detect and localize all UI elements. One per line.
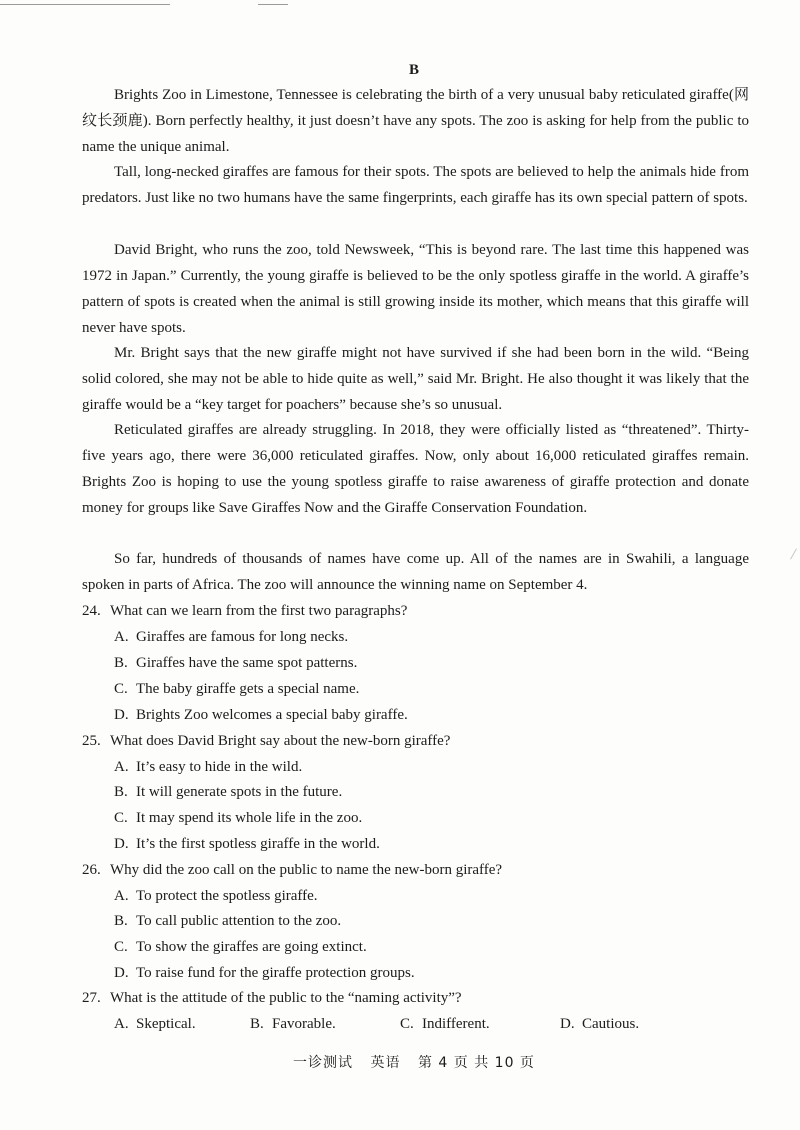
- option-letter: D.: [114, 836, 129, 852]
- option-24-c[interactable]: [114, 679, 734, 699]
- page-footer: [0, 1052, 800, 1072]
- question-25: [82, 731, 749, 751]
- question-26: [82, 860, 749, 880]
- footer-exam-name: 一诊测试: [293, 1055, 354, 1071]
- option-text: Skeptical.: [136, 1016, 196, 1032]
- option-24-a[interactable]: [114, 627, 734, 647]
- footer-page-number: 第 4 页 共 10 页: [417, 1055, 535, 1071]
- option-letter: B.: [114, 913, 128, 929]
- option-26-b[interactable]: [114, 911, 734, 931]
- question-number: 25.: [82, 733, 101, 749]
- option-25-a[interactable]: [114, 757, 734, 777]
- option-letter: C.: [114, 939, 128, 955]
- option-letter: D.: [114, 707, 129, 723]
- passage-paragraph-1: Brights Zoo in Limestone, Tennessee is celebrating the birth of a very unusual baby reticulated giraffe(网纹长颈鹿). Born perfectly healthy, it just doesn’t have any spots. The zoo is asking for help from the public to name the unique animal.: [82, 87, 749, 155]
- option-letter: D.: [560, 1016, 575, 1032]
- option-text: To call public attention to the zoo.: [136, 913, 342, 929]
- question-24: [82, 601, 749, 621]
- option-letter: C.: [114, 681, 128, 697]
- question-number: 27.: [82, 990, 101, 1006]
- option-text: To raise fund for the giraffe protection groups.: [136, 965, 415, 981]
- question-number: 26.: [82, 862, 101, 878]
- option-27-b[interactable]: [250, 1014, 336, 1034]
- option-25-b[interactable]: [114, 782, 734, 802]
- question-27: [82, 988, 749, 1008]
- section-title: B: [408, 62, 419, 78]
- option-text: It may spend its whole life in the zoo.: [136, 810, 363, 826]
- option-letter: A.: [114, 888, 129, 904]
- option-text: The baby giraffe gets a special name.: [136, 681, 360, 697]
- passage-paragraph-5: Reticulated giraffes are already struggling. In 2018, they were officially listed as “threatened”. Thirty-five years ago, there were 36,000 reticulated giraffes. Now, only about 16,000 reticulated giraffes remain. Brights Zoo is hoping to use the young spotless giraffe to raise awareness of giraffe protection and donate money for groups like Save Giraffes Now and the Giraffe Conservation Foundation.: [82, 422, 749, 516]
- question-text: What does David Bright say about the new-born giraffe?: [110, 733, 451, 749]
- option-letter: D.: [114, 965, 129, 981]
- option-27-a[interactable]: [114, 1014, 196, 1034]
- option-25-d[interactable]: [114, 834, 734, 854]
- question-text: Why did the zoo call on the public to name the new-born giraffe?: [110, 862, 503, 878]
- option-text: Giraffes are famous for long necks.: [136, 629, 349, 645]
- scan-speck: [790, 549, 797, 560]
- option-26-a[interactable]: [114, 886, 734, 906]
- passage-paragraph-4: Mr. Bright says that the new giraffe might not have survived if she had been born in the wild. “Being solid colored, she may not be able to hide quite as well,” said Mr. Bright. He also thought it was likely that the giraffe would be a “key target for poachers” because she’s so unusual.: [82, 345, 749, 413]
- passage-paragraph-3: David Bright, who runs the zoo, told Newsweek, “This is beyond rare. The last time this happened was 1972 in Japan.” Currently, the young giraffe is believed to be the only spotless giraffe in the world. A giraffe’s pattern of spots is created when the animal is still growing inside its mother, which means that this giraffe will never have spots.: [82, 242, 749, 336]
- option-letter: B.: [114, 784, 128, 800]
- option-text: Cautious.: [582, 1016, 640, 1032]
- option-text: Giraffes have the same spot patterns.: [136, 655, 358, 671]
- option-24-b[interactable]: [114, 653, 734, 673]
- option-text: To show the giraffes are going extinct.: [136, 939, 367, 955]
- option-letter: A.: [114, 759, 129, 775]
- option-27-c[interactable]: [400, 1014, 490, 1034]
- option-letter: C.: [114, 810, 128, 826]
- scan-edge-line: [258, 4, 288, 5]
- option-letter: B.: [250, 1016, 264, 1032]
- option-26-c[interactable]: [114, 937, 734, 957]
- option-27-d[interactable]: [560, 1014, 639, 1034]
- option-text: Favorable.: [272, 1016, 336, 1032]
- option-letter: A.: [114, 629, 129, 645]
- option-text: To protect the spotless giraffe.: [136, 888, 318, 904]
- option-text: Indifferent.: [422, 1016, 490, 1032]
- question-number: 24.: [82, 603, 101, 619]
- option-text: Brights Zoo welcomes a special baby giraffe.: [136, 707, 408, 723]
- option-24-d[interactable]: [114, 705, 734, 725]
- question-text: What is the attitude of the public to the “naming activity”?: [110, 990, 462, 1006]
- option-text: It’s the first spotless giraffe in the world.: [136, 836, 380, 852]
- option-letter: B.: [114, 655, 128, 671]
- option-text: It’s easy to hide in the wild.: [136, 759, 303, 775]
- passage-paragraph-6: So far, hundreds of thousands of names have come up. All of the names are in Swahili, a language spoken in parts of Africa. The zoo will announce the winning name on September 4.: [82, 551, 749, 593]
- option-text: It will generate spots in the future.: [136, 784, 343, 800]
- option-letter: A.: [114, 1016, 129, 1032]
- option-letter: C.: [400, 1016, 414, 1032]
- footer-subject: 英语: [370, 1055, 401, 1071]
- scan-edge-line: [0, 4, 170, 5]
- option-26-d[interactable]: [114, 963, 734, 983]
- option-25-c[interactable]: [114, 808, 734, 828]
- question-text: What can we learn from the first two paragraphs?: [110, 603, 408, 619]
- passage-paragraph-2: Tall, long-necked giraffes are famous for their spots. The spots are believed to help the animals hide from predators. Just like no two humans have the same fingerprints, each giraffe has its own special pattern of spots.: [82, 164, 749, 206]
